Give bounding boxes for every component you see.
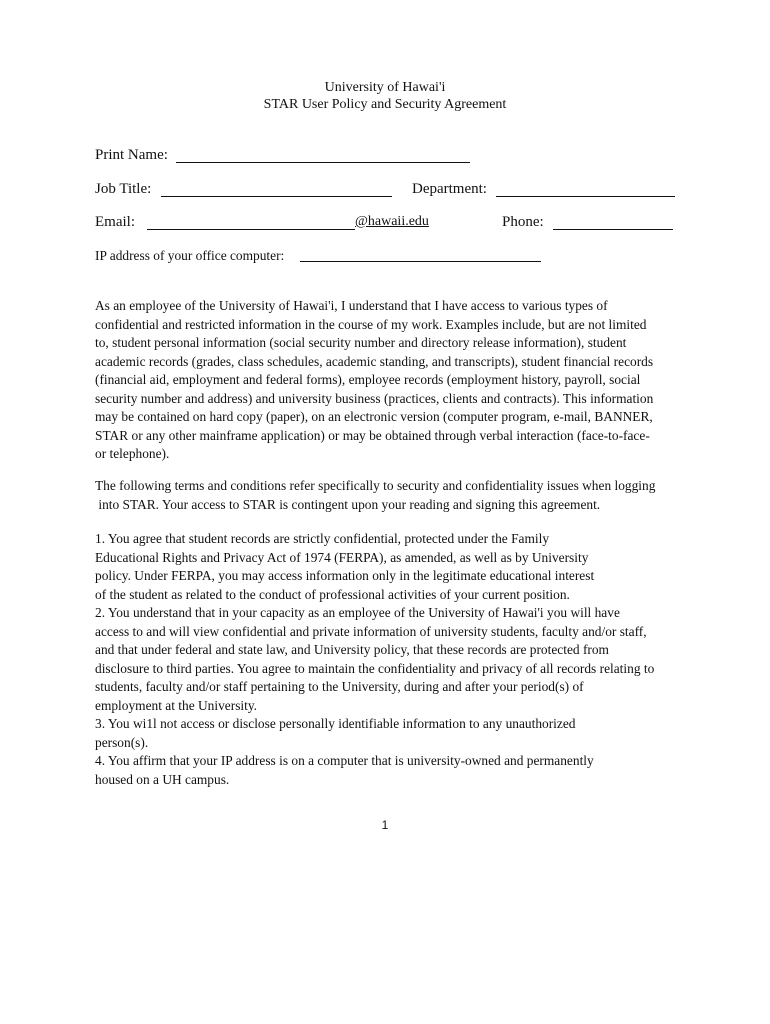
email-label: Email: xyxy=(95,214,135,230)
text-line: STAR or any other mainframe application) or may be obtained through verbal interaction (face-to-face- xyxy=(95,427,650,443)
text-line: security number and address) and university business (practices, clients and contracts). This information xyxy=(95,390,654,406)
text-line: students, faculty and/or staff pertaining to the University, during and after your period(s) of xyxy=(95,679,584,694)
text-line: As an employee of the University of Hawai'i, I understand that I have access to various types of xyxy=(95,298,608,313)
print-name-field[interactable] xyxy=(176,162,470,163)
email-field[interactable] xyxy=(147,229,355,230)
text-line: 4. You affirm that your IP address is on a computer that is university-owned and permanently xyxy=(95,753,594,768)
ip-address-label: IP address of your office computer: xyxy=(95,248,285,263)
terms-paragraph xyxy=(95,477,685,514)
print-name-label: Print Name: xyxy=(95,147,168,163)
text-line: into STAR. Your access to STAR is contingent upon your reading and signing this agreement. xyxy=(95,496,601,512)
text-line: to, student personal information (social security number and directory release information), student xyxy=(95,335,627,350)
text-line: Educational Rights and Privacy Act of 1974 (FERPA), as amended, as well as by University xyxy=(95,549,589,565)
intro-paragraph xyxy=(95,297,685,464)
job-title-label: Job Title: xyxy=(95,181,152,197)
text-line: disclosure to third parties. You agree to maintain the confidentiality and privacy of all records relating to xyxy=(95,660,655,676)
text-line: access to and will view confidential and private information of university students, faculty and/or staff, xyxy=(95,623,647,639)
ip-address-field[interactable] xyxy=(300,261,541,262)
page-number: 1 xyxy=(381,818,389,832)
text-line: and that under federal and state law, and University policy, that these records are protected from xyxy=(95,642,609,657)
text-line: policy. Under FERPA, you may access information only in the legitimate educational interest xyxy=(95,568,595,583)
text-line: employment at the University. xyxy=(95,697,258,713)
text-line: person(s). xyxy=(95,734,149,750)
phone-label: Phone: xyxy=(502,214,544,230)
text-line: housed on a UH campus. xyxy=(95,771,230,787)
email-domain-suffix: @hawaii.edu xyxy=(355,214,429,229)
department-field[interactable] xyxy=(496,196,675,197)
text-line: 3. You wi1l not access or disclose personally identifiable information to any unauthorized xyxy=(95,716,576,731)
text-line: may be contained on hard copy (paper), on an electronic version (computer program, e-mail, BANNER, xyxy=(95,409,653,424)
text-line: 1. You agree that student records are strictly confidential, protected under the Family xyxy=(95,531,550,546)
text-line: 2. You understand that in your capacity as an employee of the University of Hawai'i you will have xyxy=(95,605,620,620)
document-title: STAR User Policy and Security Agreement xyxy=(263,97,507,112)
job-title-field[interactable] xyxy=(161,196,392,197)
text-line: of the student as related to the conduct of professional activities of your current position. xyxy=(95,586,570,602)
text-line: academic records (grades, class schedules, academic standing, and transcripts), student financial records xyxy=(95,353,654,369)
text-line: (financial aid, employment and federal forms), employee records (employment history, payroll, social xyxy=(95,372,641,387)
text-line: confidential and restricted information in the course of my work. Examples include, but are not limited xyxy=(95,316,647,332)
phone-field[interactable] xyxy=(553,229,673,230)
text-line: The following terms and conditions refer specifically to security and confidentiality issues when logging xyxy=(95,478,656,493)
agreement-items xyxy=(95,530,685,789)
department-label: Department: xyxy=(412,181,487,197)
institution-heading: University of Hawai'i xyxy=(324,80,446,95)
text-line: or telephone). xyxy=(95,446,170,461)
